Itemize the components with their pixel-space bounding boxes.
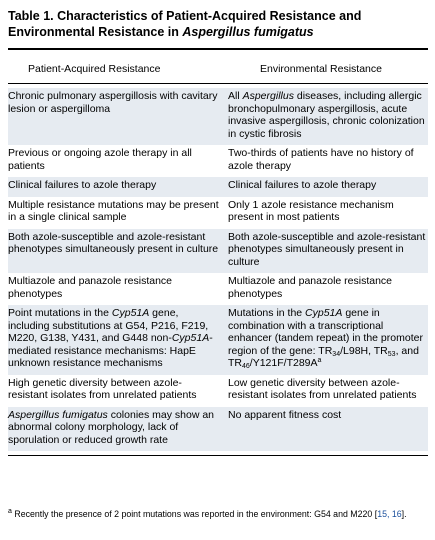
resistance-table bbox=[8, 56, 428, 456]
cell-environmental bbox=[220, 307, 428, 370]
table-header-row bbox=[8, 56, 428, 83]
cell-environmental bbox=[220, 275, 428, 300]
cell-patient-acquired bbox=[8, 231, 220, 269]
cell-text: a bbox=[317, 357, 322, 364]
cell-text: Cyp51A bbox=[305, 307, 343, 319]
cell-text: -mediated resistance mechanisms: HapE unknown resistance mechanisms bbox=[8, 332, 213, 369]
cell-patient-acquired bbox=[8, 307, 220, 370]
cell-text: Both azole-susceptible and azole-resistant phenotypes simultaneously present in culture bbox=[228, 230, 426, 268]
title-rule bbox=[8, 48, 428, 50]
footnote-text: Recently the presence of 2 point mutations was reported in the environment: G54 and M220 [ bbox=[11, 509, 378, 519]
cell-text: /Y121F/T289A bbox=[249, 357, 318, 369]
cell-patient-acquired bbox=[8, 377, 220, 402]
cell-text: No apparent fitness cost bbox=[228, 408, 342, 421]
table-row bbox=[8, 177, 428, 197]
cell-patient-acquired bbox=[8, 199, 220, 224]
cell-text: Aspergillus fumigatus bbox=[8, 408, 108, 421]
table-row bbox=[8, 88, 428, 145]
cell-text: 34 bbox=[332, 350, 341, 358]
table-row bbox=[8, 273, 428, 305]
cell-environmental bbox=[220, 199, 428, 224]
cell-text: , and TR bbox=[228, 344, 419, 369]
cell-text: Mutations in the bbox=[228, 307, 306, 319]
table-row bbox=[8, 229, 428, 274]
table-row bbox=[8, 145, 428, 177]
cell-patient-acquired bbox=[8, 147, 220, 172]
cell-text: colonies may show an abnormal colony morphology, lack of sporulation or reduced growth rate bbox=[8, 408, 215, 446]
table-row bbox=[8, 375, 428, 407]
cell-text: Only 1 azole resistance mechanism present in most patients bbox=[228, 198, 394, 223]
cell-patient-acquired bbox=[8, 90, 220, 140]
cell-text: Clinical failures to azole therapy bbox=[228, 179, 377, 191]
cell-text: 53 bbox=[387, 350, 396, 358]
cell-text: All bbox=[228, 90, 243, 102]
footnote-mark: a bbox=[8, 508, 12, 515]
table-row bbox=[8, 305, 428, 375]
cell-text: gene in combination with a transcriptional enhancer (tandem repeat) in the promoter region of the gene: TR bbox=[228, 307, 423, 357]
cell-environmental bbox=[220, 409, 428, 447]
footnote-refs[interactable]: 15, 16 bbox=[377, 509, 402, 519]
cell-text: Two-thirds of patients have no history of azole therapy bbox=[228, 147, 414, 172]
table-title-species: Aspergillus fumigatus bbox=[182, 25, 314, 39]
cell-text: Low genetic diversity between azole-resistant isolates from unrelated patients bbox=[228, 376, 417, 401]
table-row bbox=[8, 197, 428, 229]
cell-text: Aspergillus bbox=[242, 90, 294, 102]
cell-environmental bbox=[220, 231, 428, 269]
cell-text: Chronic pulmonary aspergillosis with cavitary lesion or aspergilloma bbox=[8, 90, 218, 115]
header-environmental: Environmental Resistance bbox=[260, 63, 382, 75]
cell-patient-acquired bbox=[8, 275, 220, 300]
cell-text: Multiazole and panazole resistance phenotypes bbox=[228, 275, 393, 300]
cell-text: Multiazole and panazole resistance phenotypes bbox=[8, 275, 173, 300]
table-title bbox=[8, 8, 428, 40]
cell-environmental bbox=[220, 377, 428, 402]
cell-text: High genetic diversity between azole-resistant isolates from unrelated patients bbox=[8, 376, 197, 401]
cell-patient-acquired bbox=[8, 409, 220, 447]
table-footnote bbox=[8, 508, 428, 521]
cell-text: /L98H, TR bbox=[340, 344, 388, 357]
footnote-end: ]. bbox=[401, 509, 407, 519]
table-body bbox=[8, 88, 428, 451]
cell-text: 46 bbox=[242, 363, 250, 370]
cell-text: Point mutations in the bbox=[8, 307, 112, 319]
cell-environmental bbox=[220, 90, 428, 140]
cell-environmental bbox=[220, 147, 428, 172]
header-rule bbox=[8, 83, 428, 84]
cell-text: Cyp51A bbox=[111, 307, 150, 319]
cell-patient-acquired bbox=[8, 179, 220, 192]
header-patient-acquired: Patient-Acquired Resistance bbox=[28, 63, 161, 75]
cell-text: Previous or ongoing azole therapy in all patients bbox=[8, 147, 192, 172]
cell-text: Clinical failures to azole therapy bbox=[8, 179, 157, 191]
table-row bbox=[8, 407, 428, 452]
table-bottom-rule bbox=[8, 455, 428, 456]
cell-text: diseases, including allergic bronchopulmonary aspergillosis, acute invasive aspergillosis, chronic colonization in cystic fibrosis bbox=[228, 90, 425, 140]
cell-text: Cyp51A bbox=[171, 332, 210, 344]
table-title-text: Table 1. Characteristics of Patient-Acquired Resistance and Environmental Resistance in bbox=[8, 9, 362, 39]
cell-text: gene, including substitutions at G54, P216, F219, M220, G138, Y431, and G448 non- bbox=[8, 307, 209, 344]
cell-text: Both azole-susceptible and azole-resistant phenotypes simultaneously present in culture bbox=[8, 230, 219, 255]
cell-environmental bbox=[220, 179, 428, 192]
cell-text: Multiple resistance mutations may be present in a single clinical sample bbox=[8, 198, 219, 223]
